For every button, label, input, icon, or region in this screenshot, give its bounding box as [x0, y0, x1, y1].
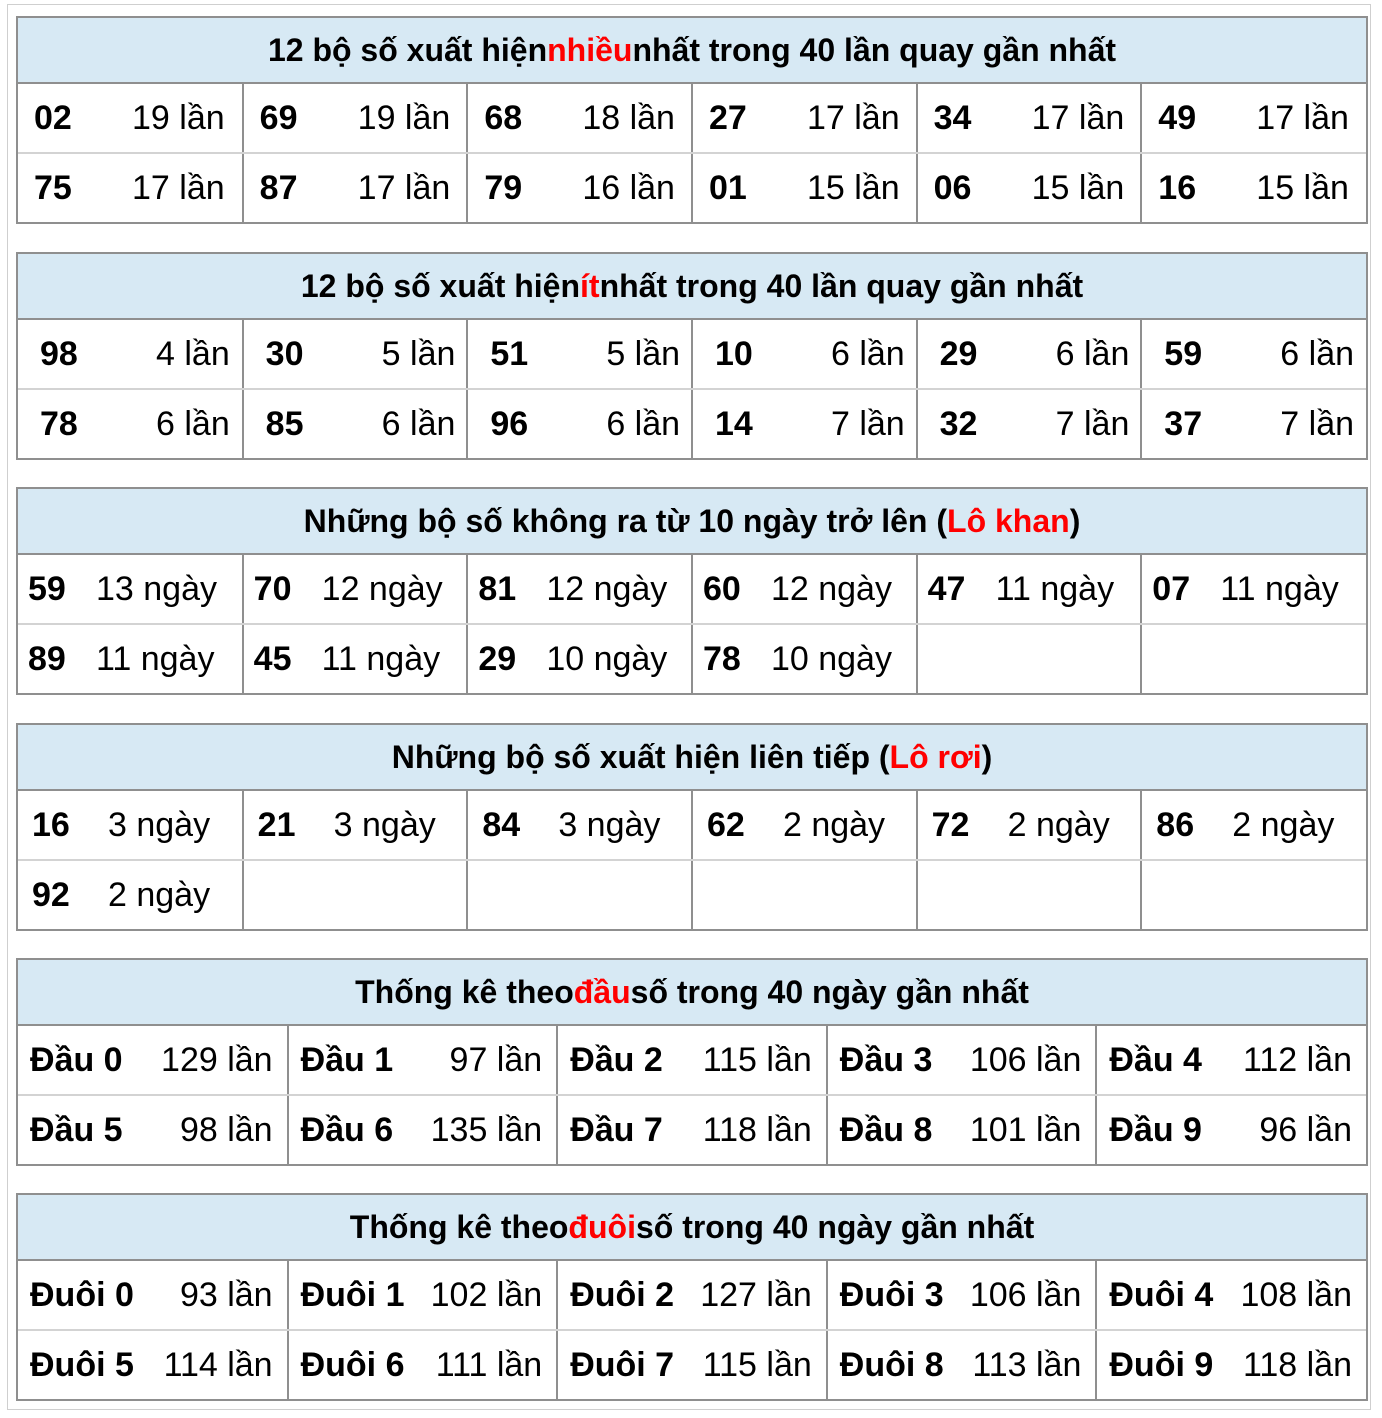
stat-number: 72	[931, 805, 970, 844]
stat-count: 135 lần	[430, 1110, 543, 1149]
stat-cell	[692, 84, 917, 153]
stat-cell	[288, 1330, 558, 1399]
stat-cell	[288, 1261, 558, 1330]
stat-cell	[1096, 1330, 1366, 1399]
stat-count: 16 lần	[582, 168, 675, 207]
stat-count: 11 ngày	[96, 639, 215, 678]
stat-cell	[692, 555, 917, 624]
stat-number: 16	[32, 805, 70, 844]
stat-number: 06	[933, 168, 972, 207]
stat-cell	[917, 791, 1142, 860]
stat-count: 4 lần	[156, 334, 230, 373]
stat-count: 6 lần	[606, 404, 681, 443]
stat-number: 96	[490, 404, 529, 443]
stat-cell	[827, 1261, 1097, 1330]
stat-cell	[18, 624, 243, 693]
stat-number: 29	[939, 334, 978, 373]
stat-cell	[557, 1261, 827, 1330]
section-title	[18, 960, 1366, 1026]
stat-cell	[18, 791, 243, 860]
stat-cell	[243, 320, 468, 389]
section-title	[18, 254, 1366, 320]
stat-cell	[917, 84, 1142, 153]
stat-number: 32	[939, 404, 978, 443]
stat-cell	[1096, 1261, 1366, 1330]
section-title	[18, 18, 1366, 84]
stat-cell	[243, 555, 468, 624]
stat-number: Đuôi 1	[300, 1275, 405, 1314]
stat-count: 19 lần	[357, 98, 451, 137]
stat-count: 6 lần	[1280, 334, 1355, 373]
stat-count: 17 lần	[806, 98, 900, 137]
stat-count: 98 lần	[179, 1110, 273, 1149]
title-red: nhiều	[547, 31, 633, 68]
stat-cell	[827, 1026, 1097, 1095]
stat-number: Đuôi 4	[1109, 1275, 1214, 1314]
stat-cell	[288, 1095, 558, 1164]
stat-number: 47	[927, 569, 966, 608]
stat-number: Đuôi 2	[570, 1275, 675, 1314]
stat-cell	[243, 791, 468, 860]
stat-number: 75	[34, 168, 72, 207]
stat-number: Đầu 6	[300, 1110, 394, 1149]
title-red: Lô khan	[947, 502, 1070, 539]
table-row	[18, 1026, 1366, 1095]
stat-count: 7 lần	[1280, 404, 1355, 443]
stat-count: 7 lần	[830, 404, 905, 443]
stat-cell	[18, 84, 243, 153]
stat-count: 17 lần	[357, 168, 451, 207]
title-post: số trong 40 ngày gần nhất	[635, 1208, 1035, 1245]
section-title	[18, 1195, 1366, 1261]
stat-count: 12 ngày	[770, 569, 892, 608]
title-post: nhất trong 40 lần quay gần nhất	[599, 267, 1084, 304]
title-pre: Thống kê theo	[355, 973, 574, 1010]
stat-number: Đuôi 0	[30, 1275, 134, 1314]
stat-cell	[18, 860, 243, 929]
stat-number: 14	[714, 404, 753, 443]
stat-number: 59	[28, 569, 66, 608]
title-post: )	[981, 738, 993, 775]
stat-cell	[917, 389, 1142, 458]
section-least-frequent	[16, 252, 1368, 460]
title-red: ít	[580, 267, 600, 304]
stat-cell	[1096, 1026, 1366, 1095]
stat-cell	[557, 1330, 827, 1399]
stat-number: 16	[1158, 168, 1197, 207]
stat-cell	[917, 153, 1142, 222]
stat-count: 6 lần	[830, 334, 905, 373]
stat-count: 118 lần	[702, 1110, 812, 1149]
stat-count: 129 lần	[161, 1040, 273, 1079]
stat-number: 84	[482, 805, 521, 844]
stat-count: 15 lần	[1256, 168, 1349, 207]
stat-number: 92	[32, 875, 70, 914]
stat-count: 101 lần	[969, 1110, 1082, 1149]
stat-cell	[1141, 555, 1366, 624]
stat-number: Đuôi 6	[300, 1345, 405, 1384]
stat-number: 68	[484, 98, 523, 137]
stat-number: Đầu 4	[1109, 1040, 1202, 1079]
stat-cell	[1141, 860, 1366, 929]
stat-count: 106 lần	[969, 1040, 1082, 1079]
stat-count: 11 ngày	[321, 639, 441, 678]
stat-cell	[18, 555, 243, 624]
stat-number: 81	[478, 569, 517, 608]
table-row	[18, 84, 1366, 153]
stat-number: Đầu 8	[839, 1110, 933, 1149]
stat-number: Đuôi 7	[570, 1345, 675, 1384]
stat-number: 59	[1164, 334, 1203, 373]
stat-number: 98	[40, 334, 78, 373]
stat-number: 60	[702, 569, 741, 608]
stat-count: 3 ngày	[333, 805, 436, 844]
stat-count: 96 lần	[1259, 1110, 1352, 1149]
stat-count: 115 lần	[702, 1345, 812, 1384]
stat-count: 3 ngày	[558, 805, 661, 844]
stat-cell	[1141, 84, 1366, 153]
stat-number: Đầu 3	[839, 1040, 933, 1079]
stat-number: 49	[1158, 98, 1197, 137]
stat-cell	[1141, 320, 1366, 389]
stat-count: 10 ngày	[546, 639, 668, 678]
stat-cell	[917, 555, 1142, 624]
stat-number: 87	[259, 168, 298, 207]
stat-cell	[18, 389, 243, 458]
stat-number: 51	[490, 334, 529, 373]
stat-number: Đuôi 9	[1109, 1345, 1214, 1384]
stat-cell	[917, 624, 1142, 693]
stat-count: 5 lần	[381, 334, 456, 373]
stat-count: 15 lần	[806, 168, 900, 207]
stat-count: 108 lần	[1240, 1275, 1352, 1314]
stat-cell	[467, 389, 692, 458]
stat-count: 3 ngày	[108, 805, 211, 844]
stat-cell	[692, 389, 917, 458]
stat-count: 2 ngày	[782, 805, 886, 844]
stats-table	[18, 1261, 1366, 1399]
stat-number: Đuôi 3	[839, 1275, 944, 1314]
stat-number: 86	[1156, 805, 1195, 844]
stat-cell	[827, 1095, 1097, 1164]
stat-number: Đầu 2	[570, 1040, 663, 1079]
stat-count: 93 lần	[179, 1275, 273, 1314]
stat-number: 10	[714, 334, 753, 373]
stats-table	[18, 320, 1366, 458]
table-row	[18, 389, 1366, 458]
stat-count: 11 ngày	[995, 569, 1115, 608]
stat-cell	[692, 791, 917, 860]
stat-cell	[917, 320, 1142, 389]
stat-number: 37	[1164, 404, 1203, 443]
stat-count: 12 ngày	[321, 569, 443, 608]
stat-count: 127 lần	[700, 1275, 812, 1314]
stat-cell	[243, 624, 468, 693]
stat-cell	[1141, 153, 1366, 222]
stat-number: 78	[40, 404, 78, 443]
stat-count: 15 lần	[1031, 168, 1125, 207]
stat-cell	[18, 1330, 288, 1399]
stat-cell	[827, 1330, 1097, 1399]
stat-count: 2 ngày	[1232, 805, 1335, 844]
stat-count: 2 ngày	[108, 875, 211, 914]
stat-count: 6 lần	[381, 404, 456, 443]
stat-number: Đuôi 5	[30, 1345, 134, 1384]
table-row	[18, 624, 1366, 693]
title-red: đuôi	[568, 1208, 636, 1245]
stat-cell	[692, 624, 917, 693]
stats-table	[18, 791, 1366, 929]
stat-count: 7 lần	[1055, 404, 1130, 443]
stat-count: 17 lần	[1256, 98, 1349, 137]
stat-cell	[18, 1095, 288, 1164]
stat-cell	[467, 84, 692, 153]
stat-cell	[243, 84, 468, 153]
stat-count: 115 lần	[702, 1040, 812, 1079]
stat-number: 29	[478, 639, 517, 678]
section-title	[18, 725, 1366, 791]
title-pre: Những bộ số xuất hiện liên tiếp (	[391, 738, 890, 775]
section-duoi-stats	[16, 1193, 1368, 1401]
stat-count: 10 ngày	[770, 639, 892, 678]
stat-cell	[467, 860, 692, 929]
stat-count: 112 lần	[1242, 1040, 1352, 1079]
stat-cell	[288, 1026, 558, 1095]
stat-cell	[18, 1026, 288, 1095]
stat-count: 17 lần	[132, 168, 225, 207]
stat-cell	[243, 860, 468, 929]
title-post: )	[1069, 502, 1081, 539]
stat-number: 07	[1152, 569, 1191, 608]
stat-number: 70	[253, 569, 292, 608]
stat-cell	[557, 1026, 827, 1095]
stat-cell	[243, 389, 468, 458]
stat-number: 62	[706, 805, 745, 844]
section-most-frequent	[16, 16, 1368, 224]
stat-number: 02	[34, 98, 72, 137]
table-row	[18, 1095, 1366, 1164]
stat-count: 114 lần	[163, 1345, 273, 1384]
stat-number: 27	[708, 98, 747, 137]
stat-number: Đầu 0	[30, 1040, 123, 1079]
table-row	[18, 1261, 1366, 1330]
section-lo-khan	[16, 487, 1368, 695]
stat-count: 113 lần	[972, 1345, 1082, 1384]
stat-count: 11 ngày	[1220, 569, 1339, 608]
stat-cell	[692, 153, 917, 222]
stat-number: 34	[933, 98, 972, 137]
section-title	[18, 489, 1366, 555]
stat-count: 17 lần	[1031, 98, 1125, 137]
stats-table	[18, 555, 1366, 693]
stat-number: 01	[708, 168, 747, 207]
stat-cell	[243, 153, 468, 222]
stat-cell	[18, 1261, 288, 1330]
stat-cell	[467, 624, 692, 693]
stats-table	[18, 1026, 1366, 1164]
table-row	[18, 1330, 1366, 1399]
stat-count: 6 lần	[156, 404, 230, 443]
stat-cell	[917, 860, 1142, 929]
stat-cell	[1096, 1095, 1366, 1164]
stat-count: 6 lần	[1055, 334, 1130, 373]
title-pre: 12 bộ số xuất hiện	[267, 31, 548, 68]
stat-cell	[692, 860, 917, 929]
stat-number: Đầu 5	[30, 1110, 123, 1149]
stat-number: Đuôi 8	[839, 1345, 944, 1384]
section-lo-roi	[16, 723, 1368, 931]
stat-number: 89	[28, 639, 66, 678]
stat-cell	[18, 320, 243, 389]
title-post: nhất trong 40 lần quay gần nhất	[632, 31, 1117, 68]
stat-number: 85	[265, 404, 304, 443]
stat-count: 111 lần	[435, 1345, 543, 1384]
stat-number: Đầu 9	[1109, 1110, 1202, 1149]
title-pre: Những bộ số không ra từ 10 ngày trở lên (	[303, 502, 948, 539]
title-red: đầu	[573, 973, 631, 1010]
stat-cell	[467, 153, 692, 222]
stat-cell	[467, 555, 692, 624]
stat-cell	[557, 1095, 827, 1164]
stat-count: 13 ngày	[96, 569, 217, 608]
table-row	[18, 791, 1366, 860]
stat-number: 69	[259, 98, 298, 137]
stat-count: 106 lần	[969, 1275, 1082, 1314]
stat-number: 78	[702, 639, 741, 678]
stat-count: 5 lần	[606, 334, 681, 373]
stat-number: Đầu 7	[570, 1110, 663, 1149]
stat-number: 45	[253, 639, 292, 678]
stat-count: 12 ngày	[546, 569, 668, 608]
stat-cell	[1141, 389, 1366, 458]
stat-cell	[1141, 791, 1366, 860]
stat-cell	[467, 320, 692, 389]
stat-number: Đầu 1	[300, 1040, 394, 1079]
table-row	[18, 555, 1366, 624]
table-row	[18, 860, 1366, 929]
stat-count: 102 lần	[430, 1275, 543, 1314]
stat-count: 118 lần	[1242, 1345, 1352, 1384]
stat-count: 19 lần	[132, 98, 225, 137]
stat-cell	[467, 791, 692, 860]
stat-count: 97 lần	[449, 1040, 543, 1079]
title-red: Lô rơi	[889, 738, 982, 775]
stat-number: 30	[265, 334, 304, 373]
title-pre: Thống kê theo	[349, 1208, 569, 1245]
section-dau-stats	[16, 958, 1368, 1166]
stats-table	[18, 84, 1366, 222]
stat-number: 21	[257, 805, 296, 844]
table-row	[18, 153, 1366, 222]
stat-count: 2 ngày	[1007, 805, 1110, 844]
stat-count: 18 lần	[582, 98, 675, 137]
table-row	[18, 320, 1366, 389]
title-post: số trong 40 ngày gần nhất	[630, 973, 1029, 1010]
title-pre: 12 bộ số xuất hiện	[300, 267, 581, 304]
stat-cell	[1141, 624, 1366, 693]
stat-cell	[18, 153, 243, 222]
stat-cell	[692, 320, 917, 389]
stat-number: 79	[484, 168, 523, 207]
